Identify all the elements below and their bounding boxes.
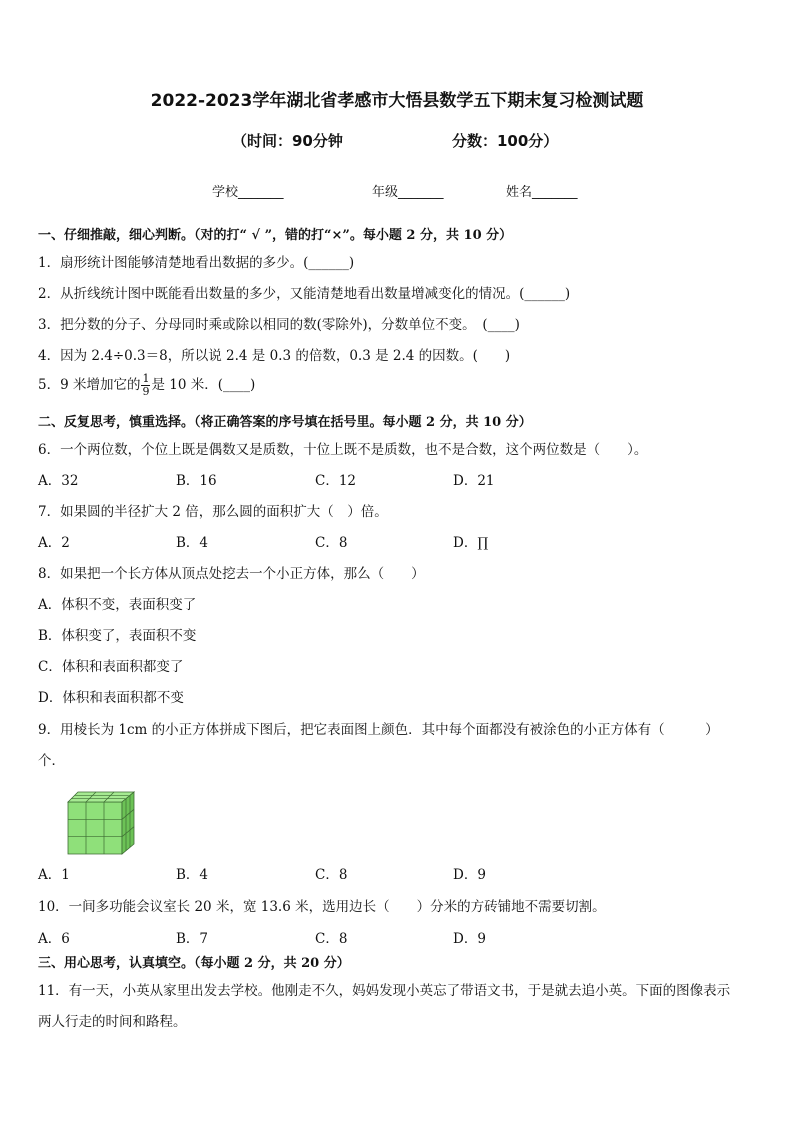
grade-field: 年级_______: [372, 185, 444, 200]
q6-option-a: A．32: [38, 473, 79, 489]
cube-front-face: [68, 802, 122, 854]
question-11-continued: 两人行走的时间和路程。: [38, 1014, 187, 1030]
exam-time: （时间：90分钟: [232, 132, 343, 150]
q9-option-d: D．9: [453, 867, 486, 883]
question-9: 9．用棱长为 1cm 的小正方体拼成下图后，把它表面图上颜色．其中每个面都没有被涂色的小正方体有（ ）: [38, 722, 719, 738]
q7-option-d: D．∏: [453, 535, 489, 551]
q8-option-b: B．体积变了，表面积不变: [38, 628, 197, 644]
q8-option-a: A．体积不变，表面积变了: [38, 597, 197, 613]
question-2: 2．从折线统计图中既能看出数量的多少，又能清楚地看出数量增减变化的情况。(______): [38, 286, 571, 302]
section-3-heading: 三、用心思考，认真填空。（每小题 2 分，共 20 分）: [38, 956, 350, 971]
exam-title: 2022-2023学年湖北省孝感市大悟县数学五下期末复习检测试题: [150, 91, 644, 111]
question-10: 10．一间多功能会议室长 20 米，宽 13.6 米，选用边长（ ）分米的方砖铺地不需要切割。: [38, 899, 606, 915]
school-field: 学校_______: [212, 185, 284, 200]
q9-option-b: B．4: [176, 867, 209, 883]
fraction-denominator: 9: [142, 385, 150, 398]
question-7: 7．如果圆的半径扩大 2 倍，那么圆的面积扩大（ ）倍。: [38, 504, 388, 520]
q8-option-d: D．体积和表面积都不变: [38, 690, 184, 706]
exam-score: 分数：100分）: [452, 132, 559, 150]
question-1: 1．扇形统计图能够清楚地看出数据的多少。(______): [38, 255, 355, 271]
q7-option-b: B．4: [176, 535, 209, 551]
question-5-text-end: 是 10 米．(____): [151, 377, 256, 393]
question-4: 4．因为 2.4÷0.3＝8，所以说 2.4 是 0.3 的倍数，0.3 是 2.4 的因数。( ): [38, 348, 511, 364]
q10-option-a: A．6: [38, 931, 70, 947]
question-9-continued: 个．: [38, 753, 65, 769]
section-1-heading: 一、仔细推敲，细心判断。（对的打“ √ ”，错的打“×”。每小题 2 分，共 10 分）: [38, 228, 513, 243]
question-3: 3．把分数的分子、分母同时乘或除以相同的数(零除外)，分数单位不变。 (____): [38, 317, 520, 333]
q6-option-c: C．12: [315, 473, 357, 489]
q6-option-b: B．16: [176, 473, 217, 489]
q10-option-b: B．7: [176, 931, 209, 947]
cube-right-face: [122, 792, 134, 854]
question-6: 6．一个两位数，个位上既是偶数又是质数，十位上既不是质数，也不是合数，这个两位数是（ ）。: [38, 442, 648, 458]
question-11: 11．有一天，小英从家里出发去学校。他刚走不久，妈妈发现小英忘了带语文书，于是就去追小英。下面的图像表示: [38, 983, 731, 999]
q10-option-d: D．9: [453, 931, 486, 947]
q9-option-a: A．1: [38, 867, 70, 883]
q9-option-c: C．8: [315, 867, 348, 883]
name-field: 姓名_______: [506, 185, 578, 200]
q7-option-a: A．2: [38, 535, 70, 551]
q7-option-c: C．8: [315, 535, 348, 551]
fraction-one-ninth: [141, 373, 150, 398]
question-5-text-start: 5．9 米增加它的: [38, 377, 141, 393]
q10-option-c: C．8: [315, 931, 348, 947]
q6-option-d: D．21: [453, 473, 495, 489]
question-5: [38, 373, 255, 398]
question-8: 8．如果把一个长方体从顶点处挖去一个小正方体，那么（ ）: [38, 566, 425, 582]
cube-figure: [66, 790, 138, 856]
fraction-numerator: 1: [142, 372, 150, 385]
q8-option-c: C．体积和表面积都变了: [38, 659, 184, 675]
section-2-heading: 二、反复思考，慎重选择。（将正确答案的序号填在括号里。每小题 2 分，共 10 分）: [38, 415, 532, 430]
